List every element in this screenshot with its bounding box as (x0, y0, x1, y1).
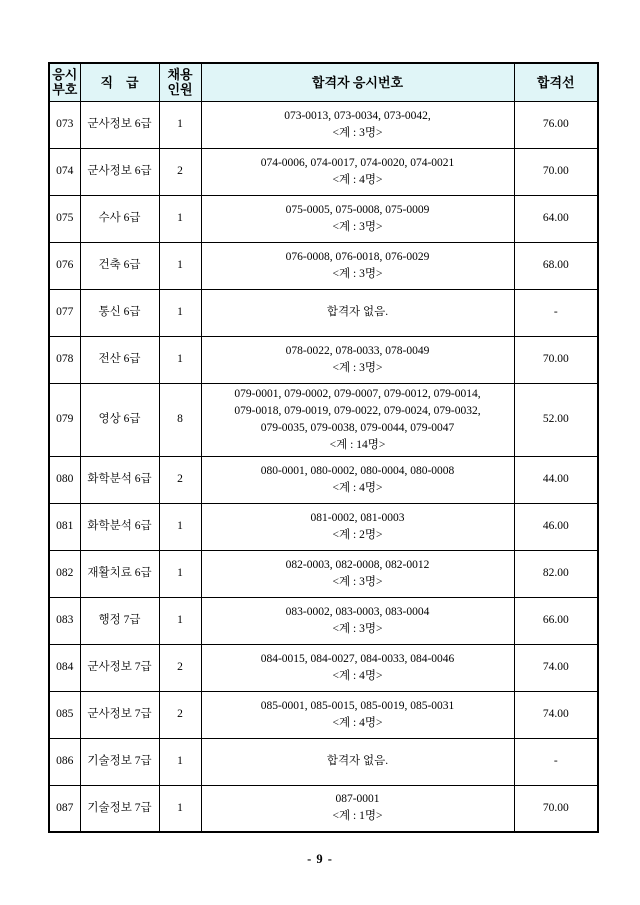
table-row (49, 195, 598, 242)
quota-cell: 2 (159, 644, 201, 691)
quota-cell: 1 (159, 242, 201, 289)
rank-cell: 통신 6급 (80, 289, 159, 336)
exam-code-cell: 084 (49, 644, 80, 691)
header-rank: 직 급 (80, 63, 159, 101)
header-exam-code (49, 63, 80, 101)
header-cutoff: 합격선 (514, 63, 598, 101)
quota-cell: 1 (159, 289, 201, 336)
table-row (49, 785, 598, 832)
numbers-line: 079-0035, 079-0038, 079-0044, 079-0047 (260, 421, 455, 434)
table-row (49, 101, 598, 148)
rank-cell: 화학분석 6급 (80, 456, 159, 503)
numbers-line: 합격자 없음. (326, 755, 389, 767)
rank-cell: 행정 7급 (80, 597, 159, 644)
cutoff-cell: 70.00 (514, 336, 598, 383)
numbers-cell (201, 336, 514, 383)
cutoff-cell: 74.00 (514, 691, 598, 738)
table-row (49, 597, 598, 644)
numbers-line: <계 : 1명> (332, 810, 383, 823)
table-row (49, 148, 598, 195)
quota-cell: 1 (159, 785, 201, 832)
cutoff-cell: - (514, 289, 598, 336)
exam-code-cell: 077 (49, 289, 80, 336)
numbers-line: 078-0022, 078-0033, 078-0049 (285, 344, 430, 357)
rank-cell: 재활치료 6급 (80, 550, 159, 597)
cutoff-cell: 74.00 (514, 644, 598, 691)
quota-cell: 1 (159, 101, 201, 148)
numbers-cell (201, 691, 514, 738)
exam-code-cell: 080 (49, 456, 80, 503)
cutoff-cell: 68.00 (514, 242, 598, 289)
table-row (49, 691, 598, 738)
cutoff-cell: 82.00 (514, 550, 598, 597)
quota-cell: 2 (159, 691, 201, 738)
cutoff-cell: - (514, 738, 598, 785)
cutoff-cell: 46.00 (514, 503, 598, 550)
exam-code-cell: 085 (49, 691, 80, 738)
table-row (49, 644, 598, 691)
numbers-line: <계 : 4명> (332, 481, 383, 494)
results-table-header (49, 63, 598, 101)
quota-cell: 1 (159, 503, 201, 550)
rank-cell: 영상 6급 (80, 383, 159, 456)
rank-cell: 군사정보 6급 (80, 101, 159, 148)
numbers-cell (201, 738, 514, 785)
cutoff-cell: 76.00 (514, 101, 598, 148)
numbers-cell (201, 195, 514, 242)
numbers-line: 074-0006, 074-0017, 074-0020, 074-0021 (260, 156, 455, 169)
numbers-line: 085-0001, 085-0015, 085-0019, 085-0031 (260, 699, 455, 712)
header-row (49, 63, 598, 101)
exam-code-cell: 087 (49, 785, 80, 832)
cutoff-cell: 70.00 (514, 785, 598, 832)
results-tbody (49, 101, 598, 832)
numbers-line: <계 : 3명> (332, 126, 383, 139)
numbers-line: 082-0003, 082-0008, 082-0012 (285, 558, 430, 571)
numbers-line: 079-0001, 079-0002, 079-0007, 079-0012, 079-0014, (234, 387, 481, 400)
table-row (49, 456, 598, 503)
numbers-cell (201, 148, 514, 195)
numbers-line: 083-0002, 083-0003, 083-0004 (285, 605, 430, 618)
cutoff-cell: 44.00 (514, 456, 598, 503)
numbers-line: <계 : 3명> (332, 361, 383, 374)
numbers-line: <계 : 3명> (332, 220, 383, 233)
exam-code-cell: 086 (49, 738, 80, 785)
quota-cell: 1 (159, 550, 201, 597)
numbers-line: <계 : 14명> (329, 438, 386, 451)
numbers-line: 073-0013, 073-0034, 073-0042, (284, 109, 431, 122)
numbers-cell (201, 503, 514, 550)
cutoff-cell: 64.00 (514, 195, 598, 242)
quota-cell: 1 (159, 597, 201, 644)
header-quota-line2: 인원 (167, 82, 193, 98)
rank-cell: 군사정보 7급 (80, 691, 159, 738)
cutoff-cell: 52.00 (514, 383, 598, 456)
numbers-line: 080-0001, 080-0002, 080-0004, 080-0008 (260, 464, 455, 477)
rank-cell: 기술정보 7급 (80, 738, 159, 785)
exam-code-cell: 076 (49, 242, 80, 289)
numbers-line: 076-0008, 076-0018, 076-0029 (285, 250, 430, 263)
rank-cell: 수사 6급 (80, 195, 159, 242)
quota-cell: 2 (159, 148, 201, 195)
header-pass-numbers: 합격자 응시번호 (201, 63, 514, 101)
numbers-line: 081-0002, 081-0003 (310, 511, 405, 524)
table-row (49, 503, 598, 550)
quota-cell: 1 (159, 336, 201, 383)
rank-cell: 전산 6급 (80, 336, 159, 383)
numbers-line: <계 : 4명> (332, 173, 383, 186)
table-row (49, 336, 598, 383)
cutoff-cell: 70.00 (514, 148, 598, 195)
numbers-line: 084-0015, 084-0027, 084-0033, 084-0046 (260, 652, 455, 665)
exam-code-cell: 081 (49, 503, 80, 550)
rank-cell: 기술정보 7급 (80, 785, 159, 832)
exam-code-cell: 082 (49, 550, 80, 597)
exam-code-cell: 075 (49, 195, 80, 242)
rank-cell: 화학분석 6급 (80, 503, 159, 550)
header-exam-code-line2: 부호 (52, 82, 78, 98)
numbers-cell (201, 644, 514, 691)
numbers-line: <계 : 2명> (332, 528, 383, 541)
exam-code-cell: 073 (49, 101, 80, 148)
header-quota (159, 63, 201, 101)
numbers-line: <계 : 3명> (332, 575, 383, 588)
numbers-cell (201, 456, 514, 503)
cutoff-cell: 66.00 (514, 597, 598, 644)
numbers-line: 087-0001 (335, 793, 380, 806)
numbers-line: <계 : 4명> (332, 716, 383, 729)
results-table (48, 62, 599, 833)
numbers-line: <계 : 4명> (332, 669, 383, 682)
table-row (49, 383, 598, 456)
numbers-cell (201, 383, 514, 456)
numbers-cell (201, 785, 514, 832)
numbers-line: <계 : 3명> (332, 622, 383, 635)
rank-cell: 건축 6급 (80, 242, 159, 289)
numbers-line: 합격자 없음. (326, 306, 389, 318)
exam-code-cell: 074 (49, 148, 80, 195)
rank-cell: 군사정보 7급 (80, 644, 159, 691)
quota-cell: 1 (159, 195, 201, 242)
header-exam-code-line1: 응시 (52, 67, 78, 83)
numbers-cell (201, 550, 514, 597)
table-row (49, 738, 598, 785)
numbers-cell (201, 242, 514, 289)
quota-cell: 8 (159, 383, 201, 456)
quota-cell: 1 (159, 738, 201, 785)
table-row (49, 550, 598, 597)
table-row (49, 242, 598, 289)
exam-code-cell: 079 (49, 383, 80, 456)
numbers-cell (201, 289, 514, 336)
table-row (49, 289, 598, 336)
numbers-cell (201, 101, 514, 148)
quota-cell: 2 (159, 456, 201, 503)
page-number: - 9 - (307, 852, 333, 866)
numbers-line: <계 : 3명> (332, 267, 383, 280)
numbers-line: 079-0018, 079-0019, 079-0022, 079-0024, 079-0032, (234, 404, 481, 417)
header-quota-line1: 채용 (167, 67, 193, 83)
numbers-line: 075-0005, 075-0008, 075-0009 (285, 203, 430, 216)
exam-code-cell: 078 (49, 336, 80, 383)
numbers-cell (201, 597, 514, 644)
exam-code-cell: 083 (49, 597, 80, 644)
rank-cell: 군사정보 6급 (80, 148, 159, 195)
